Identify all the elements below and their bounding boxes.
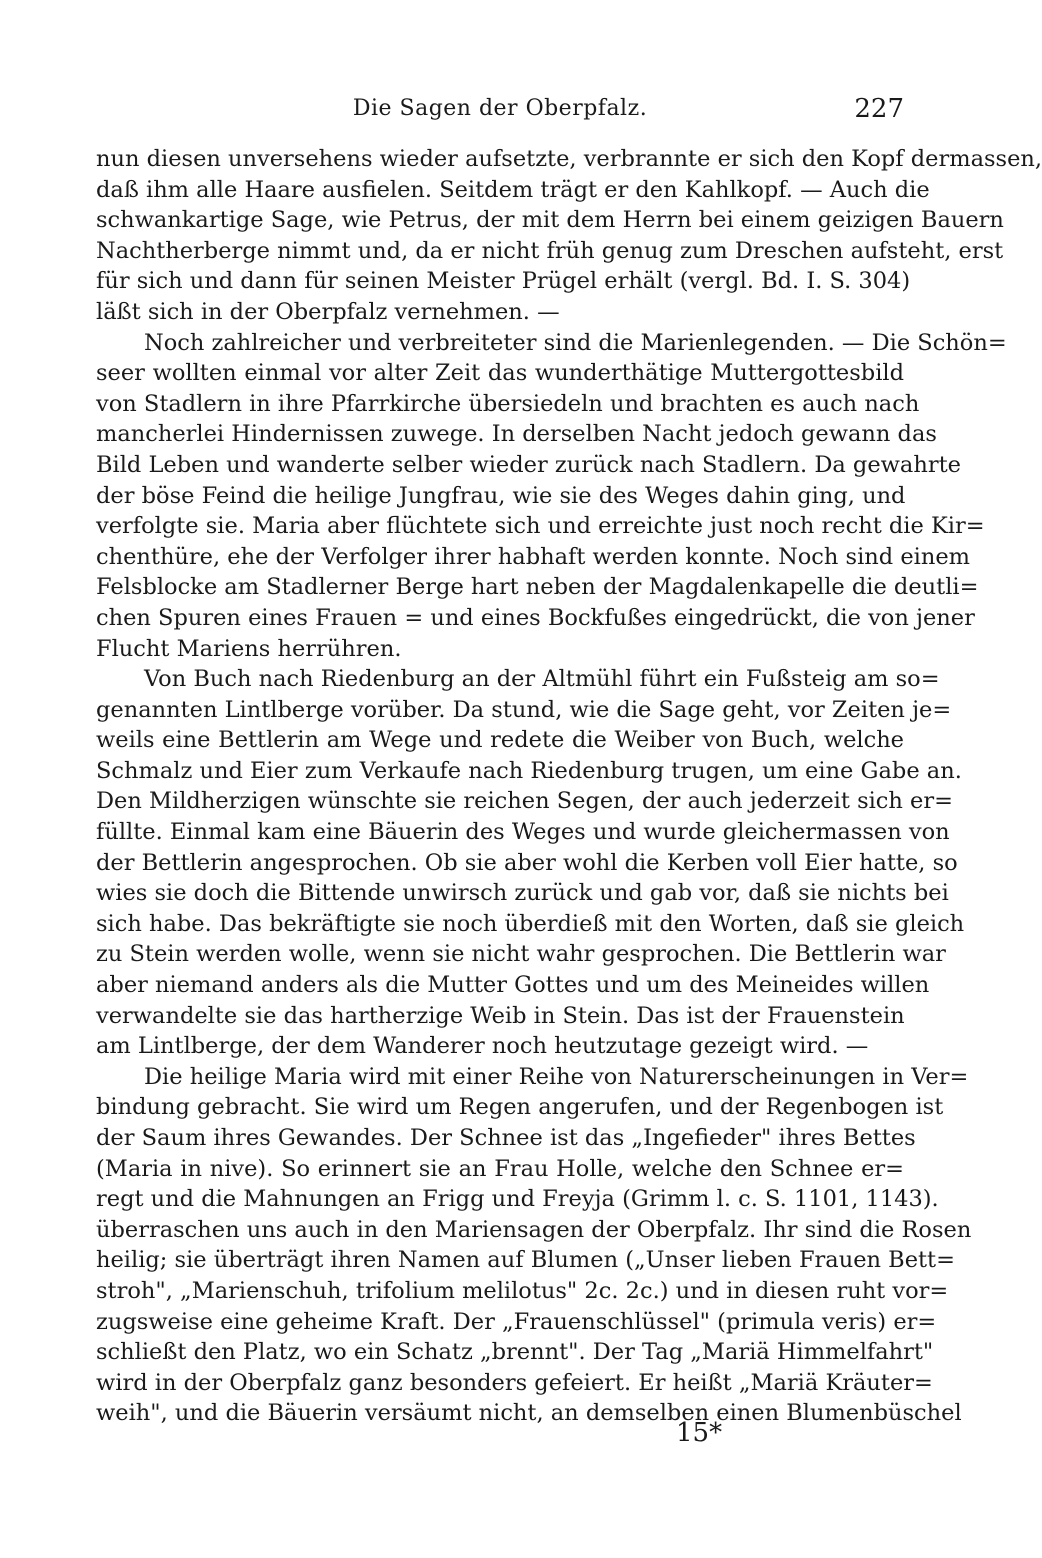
- printer-signature-mark: 15*: [676, 1418, 723, 1448]
- text-line: verfolgte sie. Maria aber flüchtete sich und erreichte just noch recht die Kir=: [96, 513, 985, 540]
- text-line: chen Spuren eines Frauen = und eines Bockfußes eingedrückt, die von jener: [96, 604, 975, 631]
- text-line: schließt den Platz, wo ein Schatz „brennt". Der Tag „Mariä Himmelfahrt": [96, 1339, 934, 1366]
- text-line: Den Mildherzigen wünschte sie reichen Segen, der auch jederzeit sich er=: [96, 788, 953, 815]
- text-line: schwankartige Sage, wie Petrus, der mit dem Herrn bei einem geizigen Bauern: [96, 207, 1004, 234]
- page-number: 227: [854, 94, 904, 124]
- text-line: genannten Lintlberge vorüber. Da stund, wie die Sage geht, vor Zeiten je=: [96, 696, 952, 723]
- text-line: verwandelte sie das hartherzige Weib in Stein. Das ist der Frauenstein: [96, 1002, 905, 1029]
- text-line: Bild Leben und wanderte selber wieder zurück nach Stadlern. Da gewahrte: [96, 451, 961, 478]
- text-line: mancherlei Hindernissen zuwege. In derselben Nacht jedoch gewann das: [96, 421, 937, 448]
- page-header: [96, 96, 904, 130]
- text-line: zu Stein werden wolle, wenn sie nicht wahr gesprochen. Die Bettlerin war: [96, 941, 946, 968]
- text-line: Felsblocke am Stadlerner Berge hart neben der Magdalenkapelle die deutli=: [96, 574, 979, 601]
- text-line: Schmalz und Eier zum Verkaufe nach Riedenburg trugen, um eine Gabe an.: [96, 757, 962, 784]
- text-line: bindung gebracht. Sie wird um Regen angerufen, und der Regenbogen ist: [96, 1094, 944, 1121]
- text-line: am Lintlberge, der dem Wanderer noch heutzutage gezeigt wird. —: [96, 1033, 869, 1060]
- text-line: aber niemand anders als die Mutter Gottes und um des Meineides willen: [96, 972, 930, 999]
- text-line: für sich und dann für seinen Meister Prügel erhält (vergl. Bd. I. S. 304): [96, 268, 911, 295]
- text-line: Nachtherberge nimmt und, da er nicht früh genug zum Dreschen aufsteht, erst: [96, 237, 1004, 264]
- text-line: Die heilige Maria wird mit einer Reihe von Naturerscheinungen in Ver=: [144, 1063, 969, 1090]
- text-line: seer wollten einmal vor alter Zeit das wunderthätige Muttergottesbild: [96, 360, 904, 387]
- text-line: weils eine Bettlerin am Wege und redete die Weiber von Buch, welche: [96, 727, 904, 754]
- text-line: zugsweise eine geheime Kraft. Der „Frauenschlüssel" (primula veris) er=: [96, 1308, 937, 1335]
- text-line: Noch zahlreicher und verbreiteter sind die Marienlegenden. — Die Schön=: [144, 329, 1007, 356]
- text-line: wird in der Oberpfalz ganz besonders gefeiert. Er heißt „Mariä Kräuter=: [96, 1369, 933, 1396]
- text-line: von Stadlern in ihre Pfarrkirche übersiedeln und brachten es auch nach: [96, 390, 920, 417]
- text-line: füllte. Einmal kam eine Bäuerin des Weges und wurde gleichermassen von: [96, 819, 950, 846]
- running-title: Die Sagen der Oberpfalz.: [352, 96, 648, 121]
- text-line: der Saum ihres Gewandes. Der Schnee ist das „Ingefieder" ihres Bettes: [96, 1125, 916, 1151]
- text-line: regt und die Mahnungen an Frigg und Freyja (Grimm l. c. S. 1101, 1143).: [96, 1186, 939, 1213]
- text-line: Flucht Mariens herrühren.: [96, 635, 402, 662]
- body-text: [96, 144, 1042, 1429]
- text-line: sich habe. Das bekräftigte sie noch überdieß mit den Worten, daß sie gleich: [96, 910, 965, 937]
- text-line: läßt sich in der Oberpfalz vernehmen. —: [96, 298, 560, 325]
- text-line: überraschen uns auch in den Mariensagen der Oberpfalz. Ihr sind die Rosen: [96, 1216, 972, 1243]
- text-line: daß ihm alle Haare ausfielen. Seitdem trägt er den Kahlkopf. — Auch die: [96, 176, 930, 203]
- text-line: wies sie doch die Bittende unwirsch zurück und gab vor, daß sie nichts bei: [96, 880, 949, 907]
- text-line: (Maria in nive). So erinnert sie an Frau Holle, welche den Schnee er=: [96, 1155, 904, 1182]
- text-line: der böse Feind die heilige Jungfrau, wie sie des Weges dahin ging, und: [96, 482, 906, 509]
- text-line: heilig; sie überträgt ihren Namen auf Blumen („Unser lieben Frauen Bett=: [96, 1247, 955, 1274]
- text-line: nun diesen unversehens wieder aufsetzte, verbrannte er sich den Kopf dermassen,: [96, 146, 1042, 172]
- text-line: stroh", „Marienschuh, trifolium melilotus" 2c. 2c.) und in diesen ruht vor=: [96, 1277, 949, 1304]
- text-line: chenthüre, ehe der Verfolger ihrer habhaft werden konnte. Noch sind einem: [96, 543, 970, 570]
- text-line: der Bettlerin angesprochen. Ob sie aber wohl die Kerben voll Eier hatte, so: [96, 849, 958, 876]
- text-line: weih", und die Bäuerin versäumt nicht, an demselben einen Blumenbüschel: [96, 1400, 962, 1427]
- text-line: Von Buch nach Riedenburg an der Altmühl führt ein Fußsteig am so=: [144, 666, 940, 693]
